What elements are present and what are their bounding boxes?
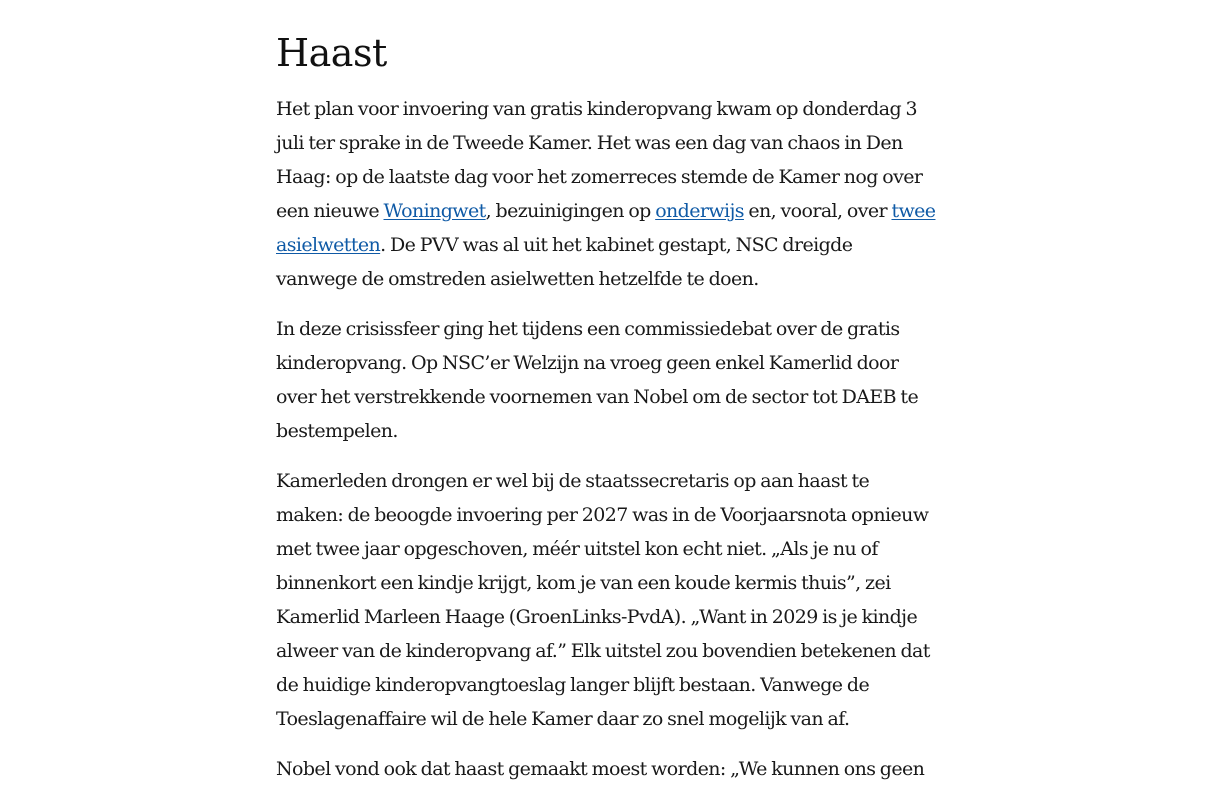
paragraph-4: Nobel vond ook dat haast gemaakt moest worden: „We kunnen ons geen (276, 758, 925, 780)
paragraph-1 (276, 92, 936, 296)
paragraph-1-text-b: , bezuinigingen op (485, 200, 656, 222)
paragraph-1-text-d: . De PVV was al uit het kabinet gestapt, NSC dreigde vanwege de omstreden asielwetten hetzelfde te doen. (276, 234, 853, 290)
article-body (276, 0, 936, 786)
paragraph-3: Kamerleden drongen er wel bij de staatssecretaris op aan haast te maken: de beoogde invoering per 2027 was in de Voorjaarsnota opnieuw met twee jaar opgeschoven, méér uitstel kon echt niet. „Als je nu of binnenkort een kindje krijgt, kom je van een koude kermis thuis”, zei Kamerlid Marleen Haage (GroenLinks-PvdA). „Want in 2029 is je kindje alweer van de kinderopvang af.” Elk uitstel zou bovendien betekenen dat de huidige kinderopvangtoeslag langer blijft bestaan. Vanwege de Toeslagenaffaire wil de hele Kamer daar zo snel mogelijk van af. (276, 470, 930, 730)
link-twee-asielwetten[interactable]: twee asielwetten (276, 200, 936, 256)
paragraph-1-text-c: en, vooral, over (743, 200, 892, 222)
paragraph-1-text-a: Het plan voor invoering van gratis kinderopvang kwam op donderdag 3 juli ter sprake in de Tweede Kamer. Het was een dag van chaos in Den Haag: op de laatste dag voor het zomerreces stemde de Kamer nog over een nieuwe (276, 98, 923, 222)
link-onderwijs[interactable]: onderwijs (655, 200, 744, 222)
section-heading: Haast (276, 31, 387, 75)
paragraph-2: In deze crisissfeer ging het tijdens een commissiedebat over de gratis kinderopvang. Op NSC’er Welzijn na vroeg geen enkel Kamerlid door over het verstrekkende voornemen van Nobel om de sector tot DAEB te bestempelen. (276, 318, 919, 442)
link-woningwet[interactable]: Woningwet (383, 200, 486, 222)
